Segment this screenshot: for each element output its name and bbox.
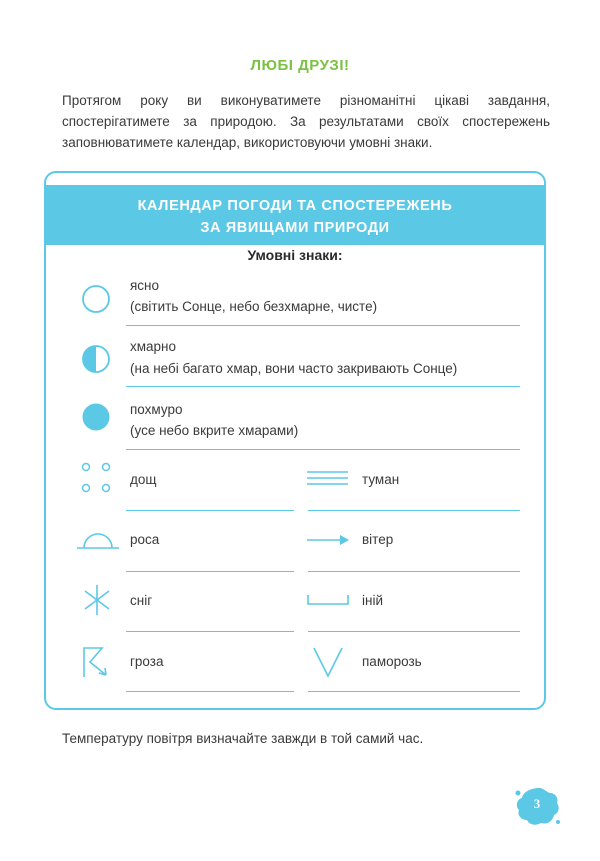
card-title-line2: ЗА ЯВИЩАМИ ПРИРОДИ xyxy=(200,220,390,236)
wind-arrow-icon xyxy=(306,533,350,547)
legend-label-wind: вітер xyxy=(362,532,394,547)
write-line xyxy=(126,571,294,572)
legend-label-fog: туман xyxy=(362,472,400,487)
legend-label-clear: ясно xyxy=(130,278,160,293)
legend-label-rime: паморозь xyxy=(362,654,422,669)
page-number: 3 xyxy=(533,796,541,811)
legend-desc-clear: (світить Сонце, небо безхмарне, чисте) xyxy=(130,299,378,314)
intro-text xyxy=(62,90,550,153)
write-line xyxy=(126,449,520,450)
write-line xyxy=(308,510,520,511)
legend-desc-overcast: (усе небо вкрите хмарами) xyxy=(130,423,299,438)
page-number-badge xyxy=(513,784,561,828)
write-line xyxy=(126,325,520,326)
legend-label-dew: роса xyxy=(130,532,160,547)
write-line xyxy=(308,691,520,692)
legend-label-cloudy: хмарно xyxy=(130,339,177,354)
write-line xyxy=(126,510,294,511)
intro-paragraph: Протягом року ви виконуватимете різноманітні цікаві завдання, спостерігатимете за природою. За результатами своїх спостережень заповнюватимете календар, використовуючи умовні знаки. xyxy=(62,93,550,150)
snowflake-icon xyxy=(82,583,112,617)
legend-label-snow: сніг xyxy=(130,593,153,608)
legend-label-overcast: похмуро xyxy=(130,402,183,417)
rain-dots-icon xyxy=(80,461,114,495)
rime-icon xyxy=(312,645,344,679)
write-line xyxy=(126,631,294,632)
write-line xyxy=(126,386,520,387)
empty-circle-icon xyxy=(80,283,112,315)
weather-calendar-card xyxy=(44,171,546,710)
half-circle-icon xyxy=(80,343,112,375)
dew-icon xyxy=(76,528,120,552)
thunderstorm-icon xyxy=(80,645,112,679)
page-heading: ЛЮБІ ДРУЗІ! xyxy=(250,57,350,74)
filled-circle-icon xyxy=(80,401,112,433)
legend-desc-cloudy: (на небі багато хмар, вони часто закривають Сонце) xyxy=(130,361,458,376)
hoarfrost-icon xyxy=(306,593,350,607)
legend-label-hoarfrost: іній xyxy=(362,593,383,608)
card-header xyxy=(46,185,544,245)
write-line xyxy=(308,631,520,632)
card-title-line1: КАЛЕНДАР ПОГОДИ ТА СПОСТЕРЕЖЕНЬ xyxy=(137,198,453,214)
legend-label-thunderstorm: гроза xyxy=(130,654,164,669)
write-line xyxy=(126,691,294,692)
legend-label-rain: дощ xyxy=(130,472,157,487)
fog-icon xyxy=(306,470,350,486)
write-line xyxy=(308,571,520,572)
footer-note: Температуру повітря визначайте завжди в той самий час. xyxy=(62,731,424,746)
legend-title: Умовні знаки: xyxy=(247,247,343,263)
